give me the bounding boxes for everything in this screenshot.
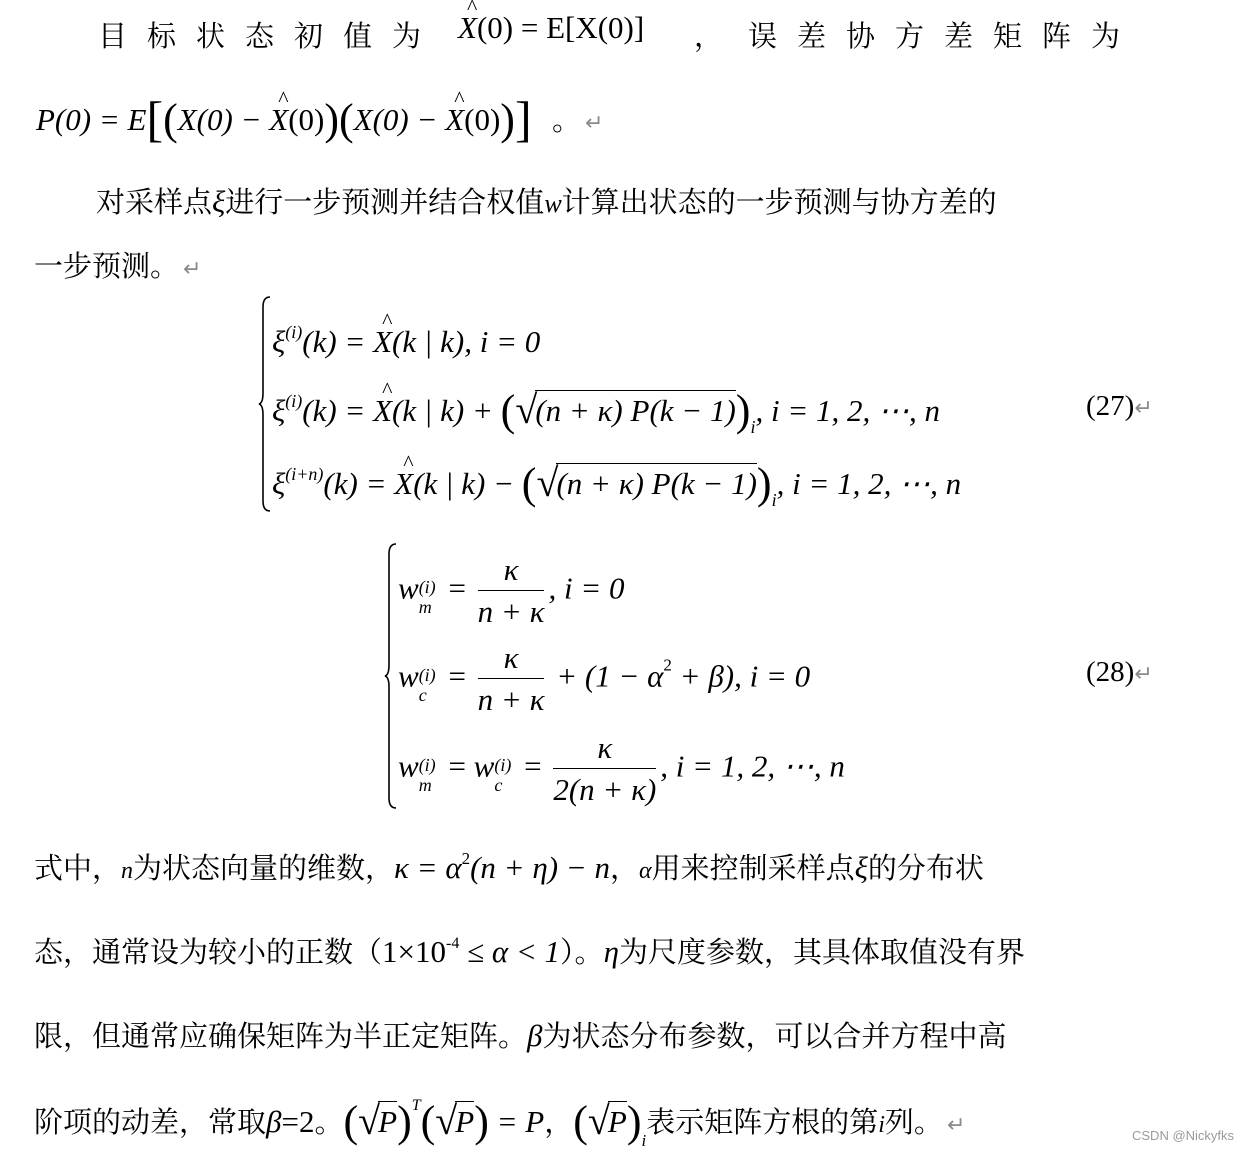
w: w xyxy=(398,570,419,606)
sqrt xyxy=(588,1101,627,1140)
x0-minus: X(0) − xyxy=(177,102,270,137)
para1-text-a: 目标状态初值为 xyxy=(98,19,442,53)
x-hat: ^ X xyxy=(445,102,464,138)
period-text: 。 xyxy=(552,103,582,137)
xi: ξ xyxy=(272,324,286,359)
arg-zero: (0) xyxy=(288,102,325,137)
text: (k) = xyxy=(302,393,374,428)
numerator: κ xyxy=(478,550,545,591)
text: 表示矩阵方根的第 xyxy=(646,1105,879,1139)
superscript: (i) xyxy=(285,391,303,411)
eq27-row1 xyxy=(272,322,540,360)
para3-line4: 阶项的动差，常取β=2。( √ P)$^T$( √ P) = P，( √ $P)_i$表示矩阵方根的第i列。 ↵ xyxy=(34,1096,965,1151)
comma: ， xyxy=(694,19,724,53)
text: (k | k) + xyxy=(392,393,501,428)
paragraph-mark-icon: ↵ xyxy=(1134,396,1153,421)
equation-number: (27) xyxy=(1086,390,1135,422)
eq28-row1 xyxy=(398,550,625,633)
superscript: 2 xyxy=(461,849,471,868)
fraction xyxy=(478,638,545,721)
range: 1×10 xyxy=(382,934,446,969)
superscript: T xyxy=(411,1097,421,1114)
para2-line1 xyxy=(96,180,997,221)
para2-line2 xyxy=(34,244,201,285)
xi-symbol: ξ xyxy=(854,850,868,885)
para3-line2 xyxy=(34,930,1025,971)
denominator: n + κ xyxy=(477,594,545,629)
paragraph-mark-icon: ↵ xyxy=(946,1113,966,1138)
paragraph-mark-icon: ↵ xyxy=(1134,662,1153,687)
sqrt xyxy=(515,390,735,429)
x-hat: ^ X xyxy=(269,102,288,138)
superscript: 2 xyxy=(663,655,672,675)
subscript: i xyxy=(641,1131,647,1150)
text: (k | k) − xyxy=(413,466,522,501)
beta-symbol: β xyxy=(266,1104,282,1139)
subscript: m xyxy=(418,596,432,617)
equals: = xyxy=(516,748,550,784)
kappa-formula: (n + η) − n xyxy=(470,850,610,885)
eta-symbol: η xyxy=(603,934,619,969)
text: 为尺度参数，其具体取值没有界 xyxy=(618,935,1025,969)
eq27-brace xyxy=(258,295,272,513)
radicand: P xyxy=(455,1101,474,1140)
fraction xyxy=(553,728,656,811)
beta-value: =2 xyxy=(281,1104,315,1139)
range: ≤ α < 1 xyxy=(459,934,561,969)
x-hat: ^ X xyxy=(373,393,392,429)
text: 。 xyxy=(314,1105,344,1139)
radicand: (n + κ) P(k − 1) xyxy=(556,463,756,502)
subscript: c xyxy=(494,774,503,795)
text: = P xyxy=(488,1104,545,1139)
equals: = xyxy=(440,570,474,606)
denominator: n + κ xyxy=(477,682,545,717)
eq28-number xyxy=(1086,656,1153,689)
text: 进行一步预测并结合权值 xyxy=(225,185,545,219)
superscript: -4 xyxy=(446,935,460,952)
text: 阶项的动差，常取 xyxy=(34,1105,267,1139)
n-symbol: n xyxy=(121,858,134,884)
sqrt xyxy=(435,1101,474,1140)
p0-lhs: P(0) = E xyxy=(36,102,147,137)
radicand: P xyxy=(608,1101,627,1140)
eq28-row3 xyxy=(398,728,845,811)
w: w xyxy=(398,748,419,784)
paragraph-mark-icon: ↵ xyxy=(183,257,202,282)
formula-text: (0) = E[X(0)] xyxy=(476,10,645,45)
text: 为状态向量的维数， xyxy=(133,851,395,885)
text: ）。 xyxy=(560,935,604,969)
x-hat: ^ X xyxy=(373,324,392,360)
superscript: (i) xyxy=(418,754,436,775)
xi-symbol: ξ xyxy=(212,184,226,219)
text: 列。 xyxy=(884,1105,943,1139)
superscript: (i) xyxy=(494,754,512,775)
text: 对采样点 xyxy=(96,185,213,219)
denominator: 2(n + κ) xyxy=(553,772,657,807)
subscript: i xyxy=(750,417,756,437)
text: , i = 1, 2, ⋯, n xyxy=(776,466,962,501)
subscript: m xyxy=(418,774,432,795)
text: , i = 1, 2, ⋯, n xyxy=(660,748,845,784)
equation-number: (28) xyxy=(1086,656,1135,688)
watermark: CSDN @Nickyfks xyxy=(1132,1128,1235,1143)
sqrt xyxy=(536,463,756,502)
sqrt xyxy=(358,1101,397,1140)
superscript: (i+n) xyxy=(285,464,324,484)
text: (k) = xyxy=(302,324,374,359)
text: 计算出状态的一步预测与协方差的 xyxy=(561,185,997,219)
equals: = xyxy=(440,748,474,784)
x0-minus: X(0) − xyxy=(353,102,446,137)
i-symbol: i xyxy=(878,1112,885,1138)
radicand: P xyxy=(378,1101,397,1140)
paragraph-mark-icon: ↵ xyxy=(585,111,604,136)
superscript: (i) xyxy=(418,664,436,685)
x-hat: ^ X xyxy=(394,466,413,502)
superscript: (i) xyxy=(285,322,303,342)
para3-line3 xyxy=(34,1014,1006,1055)
eq28-brace xyxy=(384,542,398,810)
text: , i = 1, 2, ⋯, n xyxy=(755,393,940,428)
radicand: (n + κ) P(k − 1) xyxy=(535,390,735,429)
numerator: κ xyxy=(553,728,656,769)
kappa-formula: κ = α xyxy=(394,850,462,885)
subscript: c xyxy=(418,684,427,705)
numerator: κ xyxy=(478,638,545,679)
subscript: i xyxy=(771,490,777,510)
para1-text-b: 误差协方差矩阵为 xyxy=(748,19,1141,53)
text: 的分布状 xyxy=(867,851,984,885)
w: w xyxy=(398,658,419,694)
beta-symbol: β xyxy=(527,1018,543,1053)
text: 限，但通常应确保矩阵为半正定矩阵。 xyxy=(34,1019,528,1053)
superscript: (i) xyxy=(418,576,436,597)
arg-zero: (0) xyxy=(464,102,501,137)
w: w xyxy=(473,748,495,784)
para3-line1 xyxy=(34,846,984,887)
text: ， xyxy=(544,1105,574,1139)
text: ， xyxy=(609,851,639,885)
equals: = xyxy=(440,658,474,694)
text: + (1 − α xyxy=(548,658,664,694)
text: + β), i = 0 xyxy=(671,658,811,694)
initial-state-formula xyxy=(458,10,644,46)
eq27-number xyxy=(1086,390,1153,423)
text: 为状态分布参数，可以合并方程中高 xyxy=(542,1019,1007,1053)
text: 一步预测。 xyxy=(34,249,180,283)
text: , i = 0 xyxy=(548,570,625,606)
eq28-row2 xyxy=(398,638,810,721)
fraction xyxy=(478,550,545,633)
eq27-row3: $\xi^{(i+n)}(k)$ = ^ X(k | k) − ( √ (n + κ) $P(k - 1))_i$, i = 1, 2, ⋯, n xyxy=(272,458,961,511)
alpha-symbol: α xyxy=(639,858,652,884)
covariance-formula: P(0) = E[(X(0) − ^ X(0))(X(0) − ^ X(0))] xyxy=(36,90,532,148)
x-hat: ^ X xyxy=(458,10,477,46)
text: 态，通常设为较小的正数（ xyxy=(34,935,383,969)
text: (k | k), i = 0 xyxy=(392,324,541,359)
eq27-row2: $\xi^{(i)}(k)$ = ^ X(k | k) + ( √ (n + κ) $P(k - 1))_i$, i = 1, 2, ⋯, n xyxy=(272,385,940,438)
xi: ξ xyxy=(272,466,286,501)
xi: ξ xyxy=(272,393,286,428)
text: (k) = xyxy=(323,466,395,501)
text: 式中， xyxy=(34,851,122,885)
period xyxy=(552,98,603,139)
text: 用来控制采样点 xyxy=(651,851,855,885)
w-symbol: w xyxy=(544,189,562,218)
